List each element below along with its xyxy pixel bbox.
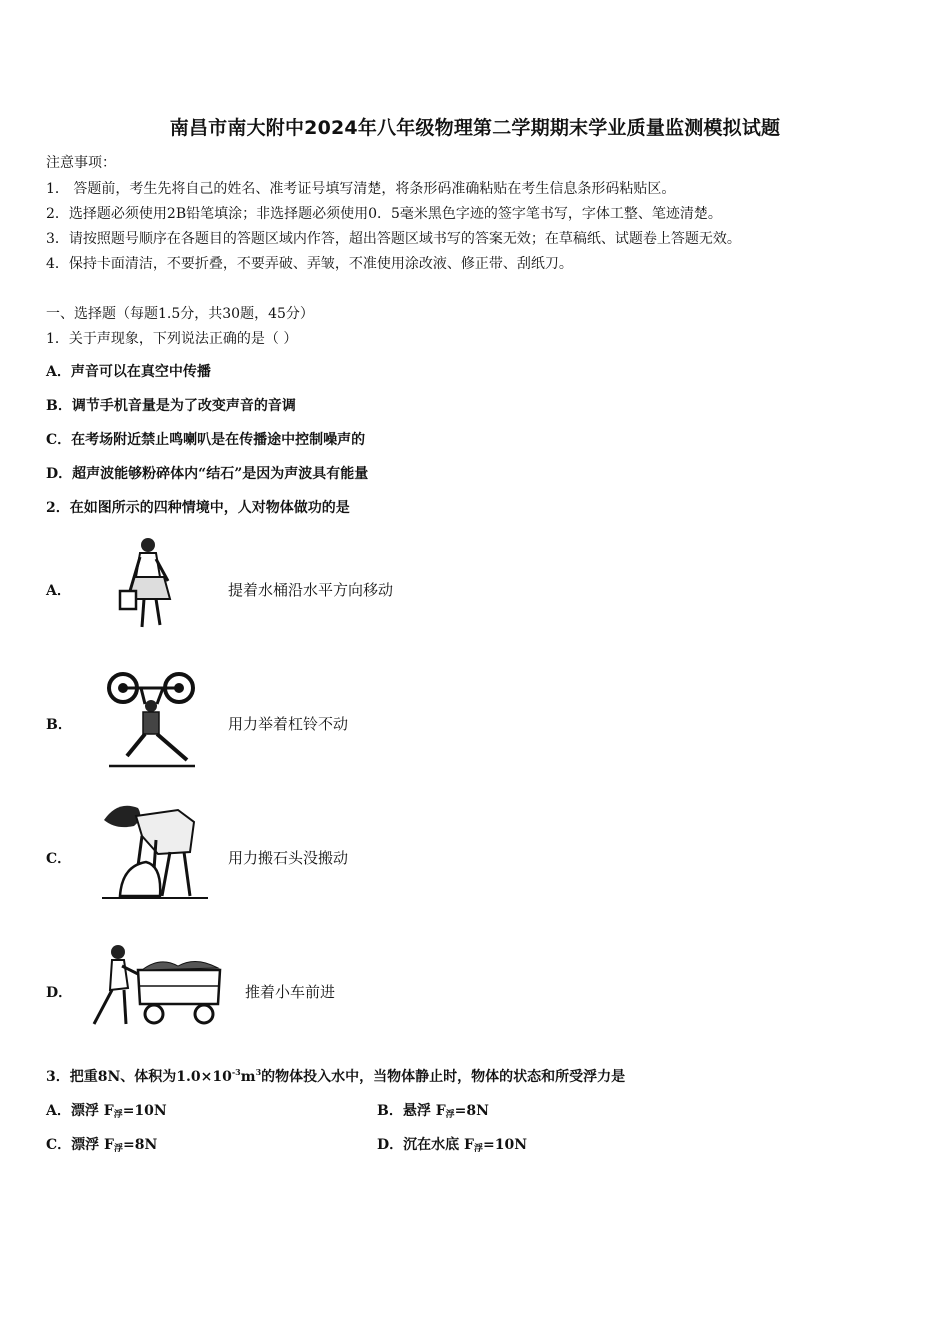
notice-item: 2．选择题必须使用2B铅笔填涂；非选择题必须使用0．5毫米黑色字迹的签字笔书写，字体工整、笔迹清楚。 [46,206,722,222]
figure-carrying-bucket [110,535,182,635]
figure-pushing-cart [80,940,228,1032]
question-2-option-d-letter: D． [46,985,73,1001]
question-1-option-d: D．超声波能够粉碎体内“结石”是因为声波具有能量 [46,466,369,482]
question-2-option-a-caption: 提着水桶沿水平方向移动 [228,581,394,599]
notice-heading: 注意事项： [46,155,116,171]
question-3-option-a: A．漂浮 $F_浮=10N$ [46,1103,167,1120]
question-3-option-d: D．沉在水底 $F_浮=10N$ [377,1137,527,1154]
question-2-stem: 2．在如图所示的四种情境中，人对物体做功的是 [46,500,350,516]
question-1-option-c: C．在考场附近禁止鸣喇叭是在传播途中控制噪声的 [46,432,366,448]
question-1-option-b: B．调节手机音量是为了改变声音的音调 [46,398,296,414]
figure-holding-barbell [105,668,197,772]
question-2-option-c-letter: C． [46,851,72,867]
question-1-option-a: A．声音可以在真空中传播 [46,364,211,380]
question-2-option-b-caption: 用力举着杠铃不动 [228,715,349,733]
question-2-option-b-letter: B． [46,717,72,733]
section-heading: 一、选择题（每题1.5分，共30题，45分） [46,306,314,322]
question-2-option-d-caption: 推着小车前进 [245,983,336,1001]
question-1-stem: 1．关于声现象，下列说法正确的是（ ） [46,331,298,347]
question-2-option-a-letter: A． [46,583,71,599]
question-3-option-c: C．漂浮 $F_浮=8N$ [46,1137,158,1154]
question-3-option-b: B．悬浮 $F_浮=8N$ [377,1103,489,1120]
notice-item: 1． 答题前，考生先将自己的姓名、准考证号填写清楚，将条形码准确粘贴在考生信息条形码粘贴区。 [46,181,676,197]
notice-item: 3．请按照题号顺序在各题目的答题区域内作答，超出答题区域书写的答案无效；在草稿纸、试题卷上答题无效。 [46,231,741,247]
question-3-stem: 3．把重8N、体积为$1.0\times 10^{-3}m^3$的物体投入水中，当物体静止时，物体的状态和所受浮力是 [46,1067,626,1085]
notice-item: 4．保持卡面清洁，不要折叠，不要弄破、弄皱，不准使用涂改液、修正带、刮纸刀。 [46,256,573,272]
page-title: 南昌市南大附中2024年八年级物理第二学期期末学业质量监测模拟试题 [169,117,781,139]
figure-pushing-rock [98,796,210,906]
question-2-option-c-caption: 用力搬石头没搬动 [228,849,349,867]
